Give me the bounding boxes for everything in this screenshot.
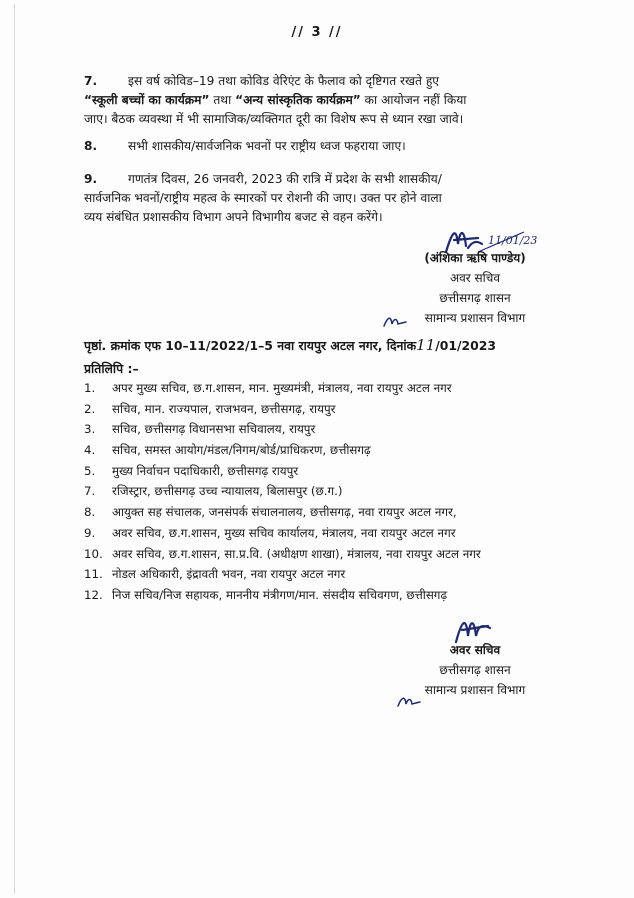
initials-mark-2 — [396, 692, 424, 710]
quoted-program-2: “अन्य सांस्कृतिक कार्यक्रम” — [235, 93, 361, 107]
text-fragment: का आयोजन नहीं किया — [360, 93, 467, 107]
signatory-designation: अवर सचिव — [449, 271, 501, 285]
item-text: सचिव, छत्तीसगढ़ विधानसभा सचिवालय, रायपुर — [112, 422, 316, 437]
item-text: अवर सचिव, छ.ग.शासन, सा.प्र.वि. (अधीक्षण शाखा), मंत्रालय, नवा रायपुर अटल नगर — [112, 546, 481, 561]
signature-date: 11/01/23 — [488, 234, 538, 247]
paragraph-9 — [84, 170, 554, 227]
paragraph-7 — [84, 72, 554, 129]
signatory-block-2 — [380, 640, 570, 700]
item-text: सचिव, समस्त आयोग/मंडल/निगम/बोर्ड/प्राधिकरण, छत्तीसगढ़ — [112, 443, 371, 458]
list-item — [84, 544, 564, 565]
endorsement-ref: पृष्ठां. क्रमांक एफ 10–11/2022/1–5 नवा रायपुर अटल नगर, दिनांक — [84, 338, 417, 353]
signatory-department: सामान्य प्रशासन विभाग — [424, 683, 526, 697]
copy-heading: प्रतिलिपि :– — [84, 361, 139, 376]
item-text: मुख्य निर्वाचन पदाधिकारी, छत्तीसगढ़ रायपुर — [112, 463, 299, 478]
paragraph-line: इस वर्ष कोविड–19 तथा कोविड वेरिएंट के फैलाव को दृष्टिगत रखते हुए — [128, 74, 440, 88]
item-number: 1. — [84, 381, 96, 395]
list-item — [84, 461, 564, 482]
item-text: नोडल अधिकारी, इंद्रावती भवन, नवा रायपुर अटल नगर — [112, 567, 346, 582]
item-number: 9. — [84, 525, 96, 540]
list-item — [84, 399, 564, 420]
quoted-program-1: “स्कूली बच्चों का कार्यक्रम” — [84, 93, 210, 107]
item-text: अवर सचिव, छ.ग.शासन, मुख्य सचिव कार्यालय, मंत्रालय, नवा रायपुर अटल नगर — [112, 525, 456, 540]
list-item — [84, 419, 564, 440]
signatory-name: (अंशिका ऋषि पाण्डेय) — [424, 251, 526, 265]
item-number: 11. — [84, 567, 103, 582]
list-item — [84, 440, 564, 461]
item-text: सचिव, मान. राज्यपाल, राजभवन, छत्तीसगढ़, रायपुर — [112, 401, 336, 416]
item-text: अपर मुख्य सचिव, छ.ग.शासन, मान. मुख्यमंत्री, मंत्रालय, नवा रायपुर अटल नगर — [112, 381, 452, 395]
page-number: // 3 // — [291, 25, 343, 40]
item-text: आयुक्त सह संचालक, जनसंपर्क संचालनालय, छत्तीसगढ़, नवा रायपुर अटल नगर, — [112, 505, 457, 520]
handwritten-date-day: 11 — [416, 336, 436, 354]
paragraph-number: 9. — [84, 172, 98, 186]
item-number: 8. — [84, 505, 96, 520]
endorsement-date-rest: /01/2023 — [435, 338, 497, 353]
list-item — [84, 523, 564, 544]
endorsement-line — [84, 336, 564, 354]
list-item — [84, 585, 564, 606]
paragraph-line: सार्वजनिक भवनों/राष्ट्रीय महत्व के स्मारकों पर रोशनी की जाए। उक्त पर होने वाला — [84, 191, 442, 205]
list-item — [84, 564, 564, 585]
initials-mark-1 — [382, 312, 410, 330]
page-edge — [14, 4, 15, 894]
item-number: 4. — [84, 443, 96, 458]
paragraph-line: सभी शासकीय/सार्वजनिक भवनों पर राष्ट्रीय ध्वज फहराया जाए। — [128, 139, 406, 153]
paragraph-8 — [84, 137, 554, 156]
text-fragment: तथा — [209, 93, 236, 107]
list-item — [84, 502, 564, 523]
item-number: 7. — [84, 484, 96, 499]
item-number: 5. — [84, 463, 96, 478]
copy-list — [84, 378, 564, 606]
paragraph-line: जाए। बैठक व्यवस्था में भी सामाजिक/व्यक्तिगत दूरी का विशेष रूप से ध्यान रखा जावे। — [84, 112, 464, 126]
item-text: रजिस्ट्रार, छत्तीसगढ़ उच्च न्यायालय, बिलासपुर (छ.ग.) — [112, 484, 343, 499]
paragraph-number: 8. — [84, 139, 98, 153]
paragraph-number: 7. — [84, 74, 98, 88]
item-number: 3. — [84, 422, 96, 437]
item-text: निज सचिव/निज सहायक, माननीय मंत्रीगण/मान. संसदीय सचिवगण, छत्तीसगढ़ — [112, 587, 448, 602]
paragraph-line: गणतंत्र दिवस, 26 जनवरी, 2023 की रात्रि में प्रदेश के सभी शासकीय/ — [128, 172, 442, 186]
paragraph-line: व्यय संबंधित प्रशासकीय विभाग अपने विभागीय बजट से वहन करेंगे। — [84, 210, 383, 224]
signatory-designation: अवर सचिव — [449, 643, 501, 657]
paragraph-line — [84, 91, 554, 110]
item-number: 2. — [84, 401, 96, 416]
signatory-government: छत्तीसगढ़ शासन — [439, 291, 511, 305]
item-number: 12. — [84, 587, 103, 602]
list-item — [84, 481, 564, 502]
signatory-government: छत्तीसगढ़ शासन — [439, 663, 511, 677]
list-item — [84, 378, 564, 399]
item-number: 10. — [84, 546, 103, 561]
signatory-department: सामान्य प्रशासन विभाग — [424, 311, 526, 325]
